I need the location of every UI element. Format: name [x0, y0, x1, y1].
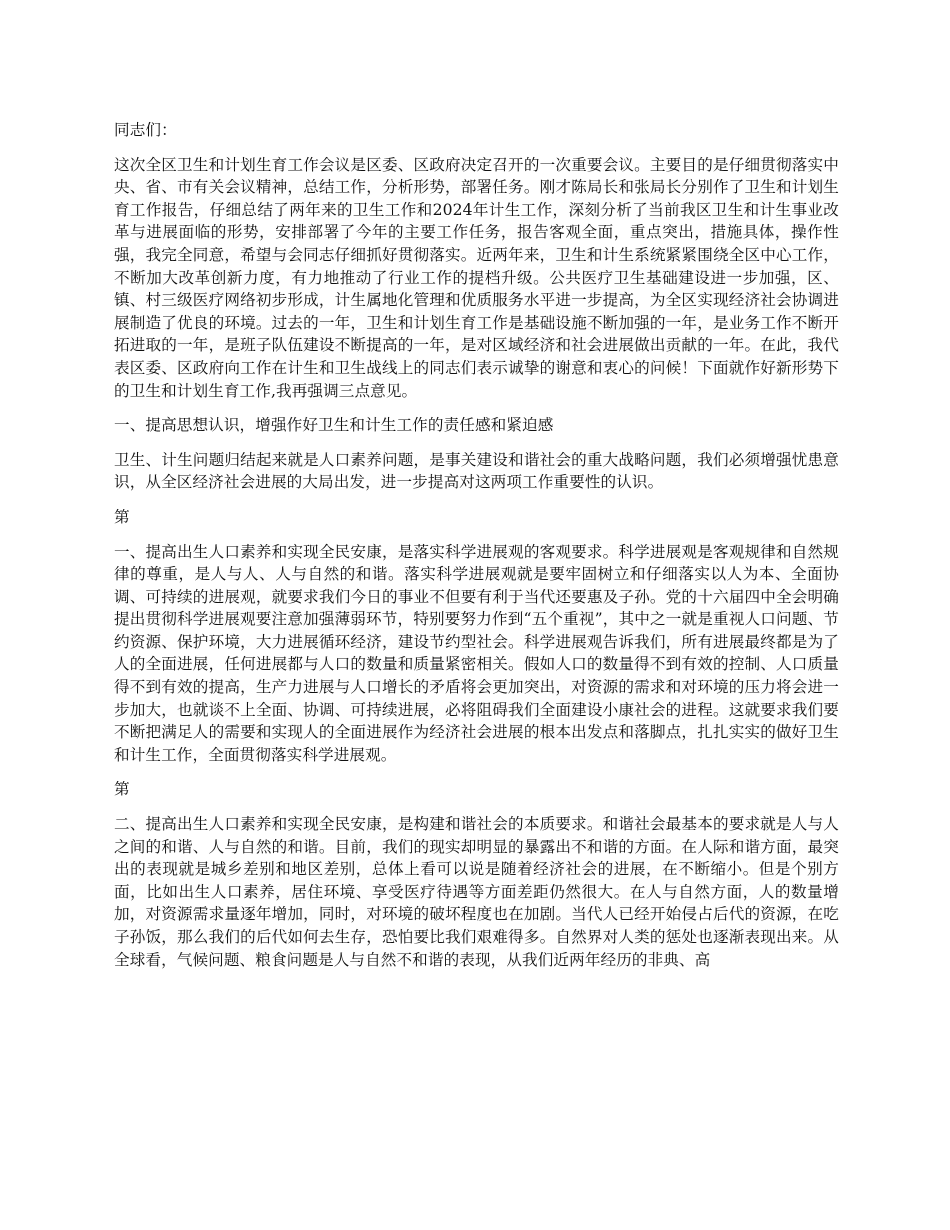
ordinal-marker: 第	[114, 507, 130, 526]
point-one-paragraph: 一、提高出生人口素养和实现全民安康，是落实科学进展观的客观要求。科学进展观是客观规律和自然规律的尊重，是人与人、人与自然的和谐。落实科学进展观就是要牢固树立和仔细落实以人为本、全面协调、可持续的进展观，就要求我们今日的事业不但要有利于当代还要惠及子孙。党的十六届四中全会明确提出贯彻科学进展观要注意加强薄弱环节，特别要努力作到“五个重视”，其中之一就是重视人口问题、节约资源、保护环境，大力进展循环经济，建设节约型社会。科学进展观告诉我们，所有进展最终都是为了人的全面进展，任何进展都与人口的数量和质量紧密相关。假如人口的数量得不到有效的控制、人口质量得不到有效的提高，生产力进展与人口增长的矛盾将会更加突出，对资源的需求和对环境的压力将会进一步加大，也就谈不上全面、协调、可持续进展，必将阻碍我们全面建设小康社会的进程。这就要求我们要不断把满足人的需要和实现人的全面进展作为经济社会进展的根本出发点和落脚点，扎扎实实的做好卫生和计生工作，全面贯彻落实科学进展观。	[114, 542, 839, 764]
section-heading-1: 一、提高思想认识，增强作好卫生和计生工作的责任感和紧迫感	[114, 416, 554, 435]
section-intro-paragraph: 卫生、计生问题归结起来就是人口素养问题，是事关建设和谐社会的重大战略问题，我们必须增强忧患意识，从全区经济社会进展的大局出发，进一步提高对这两项工作重要性的认识。	[114, 450, 839, 492]
opening-paragraph: 这次全区卫生和计划生育工作会议是区委、区政府决定召开的一次重要会议。主要目的是仔细贯彻落实中央、省、市有关会议精神，总结工作，分析形势，部署任务。刚才陈局长和张局长分别作了卫生和计划生育工作报告，仔细总结了两年来的卫生工作和2024年计生工作，深刻分析了当前我区卫生和计生事业改革与进展面临的形势，安排部署了今年的主要工作任务，报告客观全面，重点突出，措施具体，操作性强，我完全同意，希望与会同志仔细抓好贯彻落实。近两年来，卫生和计生系统紧紧围绕全区中心工作，不断加大改革创新力度，有力地推动了行业工作的提档升级。公共医疗卫生基础建设进一步加强，区、镇、村三级医疗网络初步形成，计生属地化管理和优质服务水平进一步提高，为全区实现经济社会协调进展制造了优良的环境。过去的一年，卫生和计划生育工作是基础设施不断加强的一年，是业务工作不断开拓进取的一年，是班子队伍建设不断提高的一年，是对区域经济和社会进展做出贡献的一年。在此，我代表区委、区政府向工作在计生和卫生战线上的同志们表示诚挚的谢意和衷心的问候！下面就作好新形势下的卫生和计划生育工作,我再强调三点意见。	[114, 155, 839, 400]
document-page	[114, 119, 839, 983]
point-two-paragraph: 二、提高出生人口素养和实现全民安康，是构建和谐社会的本质要求。和谐社会最基本的要求就是人与人之间的和谐、人与自然的和谐。目前，我们的现实却明显的暴露出不和谐的方面。在人际和谐方面，最突出的表现就是城乡差别和地区差别，总体上看可以说是随着经济社会的进展，在不断缩小。但是个别方面，比如出生人口素养，居住环境、享受医疗待遇等方面差距仍然很大。在人与自然方面，人的数量增加，对资源需求量逐年增加，同时，对环境的破坏程度也在加剧。当代人已经开始侵占后代的资源，在吃子孙饭，那么我们的后代如何去生存，恐怕要比我们艰难得多。自然界对人类的惩处也逐渐表现出来。从全球看，气候问题、粮食问题是人与自然不和谐的表现，从我们近两年经历的非典、高	[114, 815, 839, 969]
ordinal-marker: 第	[114, 780, 130, 799]
salutation: 同志们：	[114, 121, 177, 139]
